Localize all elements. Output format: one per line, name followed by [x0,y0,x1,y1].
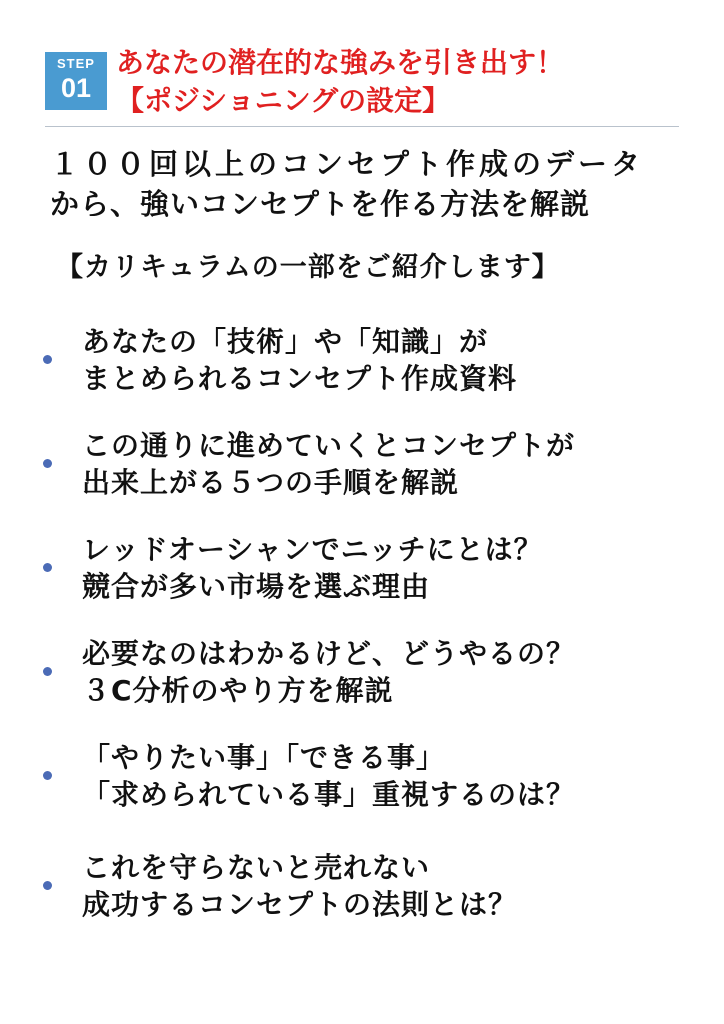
list-item [40,323,575,427]
intro-line-1: １００回以上のコンセプト作成のデータ [50,147,645,181]
feature-list [40,323,575,947]
feature-line-2: まとめられるコンセプト作成資料 [82,362,518,395]
curriculum-heading: 【カリキュラムの一部をご紹介します】 [56,252,560,283]
bullet-dot-icon [43,459,52,468]
list-item [40,427,575,531]
feature-line-1: レッドオーシャンでニッチにとは？ [82,533,543,566]
feature-line-2: 競合が多い市場を選ぶ理由 [82,570,431,603]
step-number: 01 [60,73,92,103]
feature-line-2: ３C分析のやり方を解説 [82,674,394,707]
list-item [40,739,575,843]
page-title-line-2: 【ポジショニングの設定】 [116,84,451,117]
feature-line-2: 「求められている事」重視するのは？ [82,778,576,811]
intro-text [50,144,644,224]
page-title [116,44,716,120]
header-divider [45,126,679,127]
step-label: STEP [57,56,95,71]
list-item [40,635,575,739]
feature-line-1: 「やりたい事」「できる事」 [82,741,446,774]
feature-text [82,531,575,605]
feature-line-1: この通りに進めていくとコンセプトが [82,429,576,462]
feature-text [82,323,575,397]
bullet-dot-icon [43,771,52,780]
feature-text [82,739,575,813]
feature-line-1: これを守らないと売れない [82,851,431,884]
intro-line-2: から、強いコンセプトを作る方法を解説 [50,187,591,221]
feature-text [82,427,575,501]
feature-text [82,635,575,709]
bullet-dot-icon [43,563,52,572]
page-title-line-1: あなたの潜在的な強みを引き出す！ [116,46,565,79]
feature-line-1: あなたの「技術」や「知識」が [82,325,489,358]
bullet-dot-icon [43,667,52,676]
feature-text [82,843,575,923]
feature-line-2: 成功するコンセプトの法則とは？ [82,888,518,921]
step-badge [45,52,107,110]
list-item [40,531,575,635]
list-item [40,843,575,947]
feature-line-1: 必要なのはわかるけど、どうやるの？ [82,637,576,670]
bullet-dot-icon [43,881,52,890]
feature-line-2: 出来上がる５つの手順を解説 [82,466,460,499]
bullet-dot-icon [43,355,52,364]
